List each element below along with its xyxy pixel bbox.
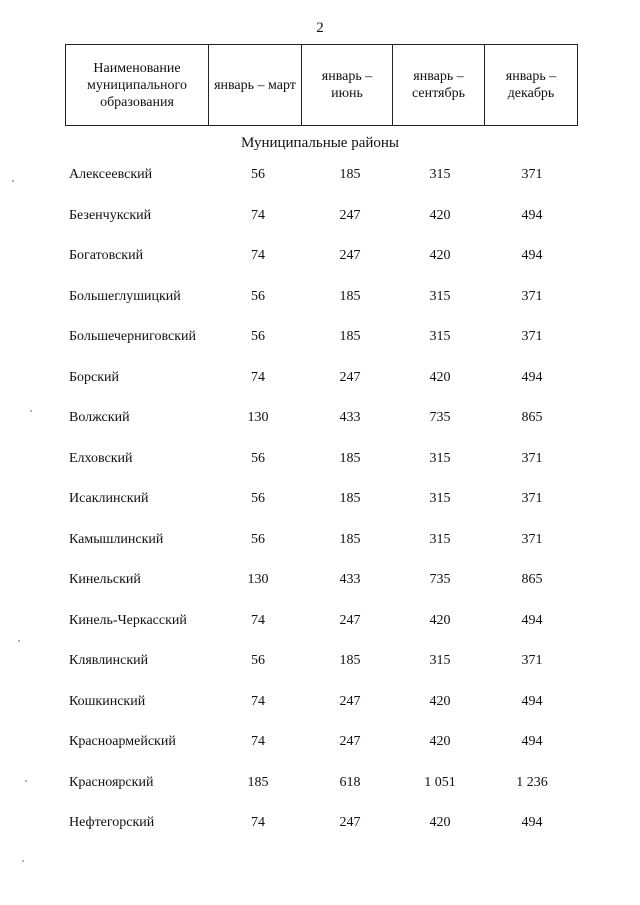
table-row (0, 763, 640, 804)
value-h1: 185 (339, 653, 361, 668)
municipality-name: Кошкинский (69, 693, 146, 709)
value-q1: 74 (251, 207, 265, 223)
table-row (0, 155, 640, 196)
value-q1: 74 (251, 369, 265, 385)
value-q1: 130 (247, 410, 269, 425)
municipality-name: Кинельский (69, 572, 141, 587)
municipality-name: Безенчукский (69, 207, 152, 223)
value-q3: 420 (429, 734, 451, 749)
municipality-name: Волжский (69, 410, 130, 425)
municipality-name: Елховский (69, 450, 133, 466)
header-name-column: Наименование муниципального образования (66, 45, 209, 126)
value-year: 494 (521, 207, 543, 223)
value-q1: 74 (251, 693, 265, 709)
value-q1: 56 (251, 450, 265, 466)
value-h1: 185 (339, 450, 361, 466)
value-year: 371 (521, 288, 543, 304)
municipality-name: Кинель-Черкасский (69, 612, 187, 628)
table-row (0, 641, 640, 682)
value-q3: 315 (429, 531, 451, 547)
value-q1: 74 (251, 734, 265, 749)
municipality-name: Красноармейский (69, 734, 176, 749)
header-year-column: январь – декабрь (485, 45, 578, 126)
value-year: 371 (521, 329, 543, 344)
municipality-name: Клявлинский (69, 653, 149, 668)
value-q1: 56 (251, 653, 265, 668)
value-year: 865 (521, 410, 543, 425)
municipality-name: Богатовский (69, 248, 144, 263)
value-h1: 247 (339, 693, 361, 709)
value-h1: 247 (339, 815, 361, 830)
value-q1: 56 (251, 329, 265, 344)
value-q1: 56 (251, 288, 265, 304)
municipality-name: Исаклинский (69, 491, 149, 506)
value-q3: 735 (429, 572, 451, 587)
table-row (0, 358, 640, 399)
value-q1: 74 (251, 248, 265, 263)
value-q3: 420 (429, 693, 451, 709)
municipality-name: Алексеевский (69, 167, 153, 182)
value-h1: 618 (339, 774, 361, 790)
value-q3: 420 (429, 207, 451, 223)
value-q3: 315 (429, 653, 451, 668)
page-number: 2 (316, 20, 324, 36)
value-year: 494 (521, 815, 543, 830)
value-h1: 433 (339, 572, 361, 587)
header-q1-column: январь – март (209, 45, 302, 126)
value-year: 371 (521, 450, 543, 466)
value-h1: 247 (339, 207, 361, 223)
value-h1: 247 (339, 369, 361, 385)
table-header (65, 44, 578, 126)
value-q3: 1 051 (424, 774, 456, 790)
table-row (0, 479, 640, 520)
table-row (0, 277, 640, 318)
table-row (0, 439, 640, 480)
value-year: 494 (521, 612, 543, 628)
value-h1: 185 (339, 167, 361, 182)
value-q3: 420 (429, 815, 451, 830)
value-year: 1 236 (516, 774, 548, 790)
value-q1: 56 (251, 167, 265, 182)
table-row (0, 398, 640, 439)
municipality-name: Красноярский (69, 774, 154, 790)
value-q1: 56 (251, 491, 265, 506)
municipality-name: Нефтегорский (69, 815, 155, 830)
table-row (0, 236, 640, 277)
municipality-name: Борский (69, 369, 120, 385)
value-year: 371 (521, 491, 543, 506)
value-year: 494 (521, 248, 543, 263)
value-q3: 315 (429, 450, 451, 466)
value-q3: 315 (429, 167, 451, 182)
value-h1: 185 (339, 531, 361, 547)
value-q3: 735 (429, 410, 451, 425)
table-row (0, 196, 640, 237)
table-row (0, 317, 640, 358)
municipality-name: Большечерниговский (69, 329, 197, 344)
value-year: 371 (521, 167, 543, 182)
value-h1: 185 (339, 329, 361, 344)
value-h1: 247 (339, 612, 361, 628)
value-year: 865 (521, 572, 543, 587)
table-row (0, 560, 640, 601)
value-q1: 185 (247, 774, 269, 790)
table-row (0, 803, 640, 844)
value-h1: 185 (339, 288, 361, 304)
municipality-name: Большеглушицкий (69, 288, 181, 304)
table-body (0, 155, 640, 844)
value-q3: 315 (429, 491, 451, 506)
table-row (0, 722, 640, 763)
value-q3: 315 (429, 329, 451, 344)
value-q3: 315 (429, 288, 451, 304)
value-h1: 247 (339, 734, 361, 749)
value-q3: 420 (429, 612, 451, 628)
value-year: 494 (521, 369, 543, 385)
value-q1: 130 (247, 572, 269, 587)
value-q3: 420 (429, 248, 451, 263)
section-title: Муниципальные районы (240, 135, 400, 151)
value-year: 494 (521, 693, 543, 709)
table-row (0, 682, 640, 723)
value-h1: 247 (339, 248, 361, 263)
value-q1: 56 (251, 531, 265, 547)
value-h1: 433 (339, 410, 361, 425)
municipality-name: Камышлинский (69, 531, 164, 547)
value-year: 494 (521, 734, 543, 749)
header-h1-column: январь – июнь (302, 45, 393, 126)
table-row (0, 601, 640, 642)
value-q1: 74 (251, 815, 265, 830)
value-q3: 420 (429, 369, 451, 385)
value-year: 371 (521, 531, 543, 547)
value-q1: 74 (251, 612, 265, 628)
header-q3-column: январь – сентябрь (393, 45, 485, 126)
value-year: 371 (521, 653, 543, 668)
value-h1: 185 (339, 491, 361, 506)
table-row (0, 520, 640, 561)
